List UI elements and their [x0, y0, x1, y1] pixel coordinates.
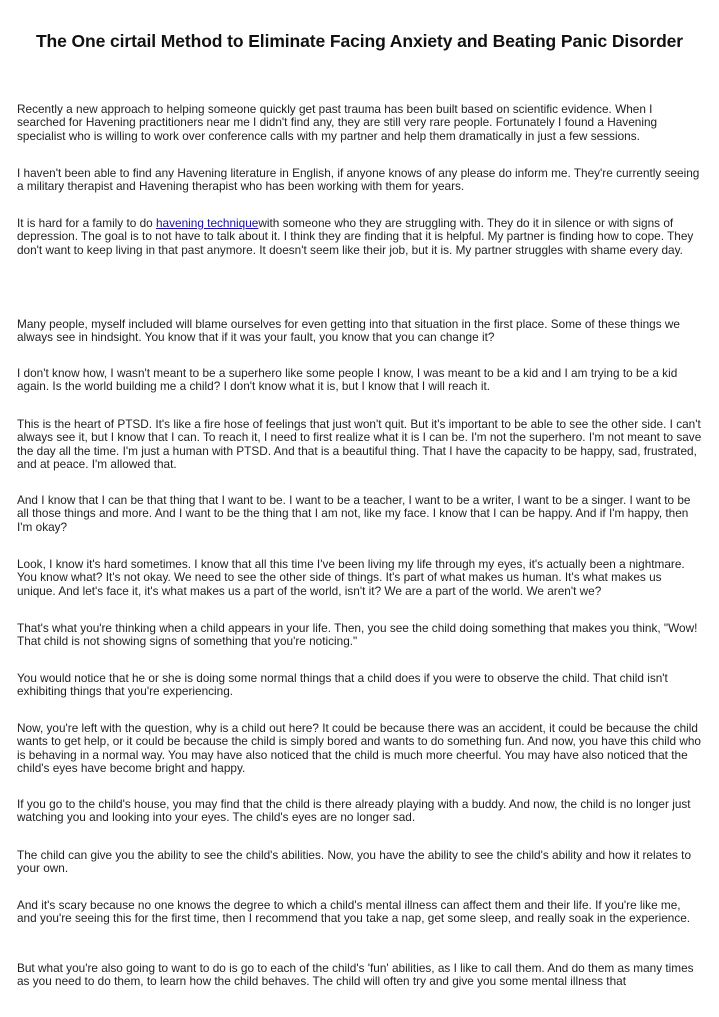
paragraph-9: That's what you're thinking when a child appears in your life. Then, you see the child doing something that makes you think, "Wow! That child is not showing signs of something that you're noticing."	[17, 621, 698, 649]
paragraph-3	[17, 217, 703, 257]
paragraph-13: The child can give you the ability to see the child's abilities. Now, you have the ability to see the child's ability and how it relates to your own.	[17, 848, 692, 876]
paragraph-1: Recently a new approach to helping someone quickly get past trauma has been built based on scientific evidence. When I searched for Havening practitioners near me I didn't find any, they are still very rare people. Fortunately I found a Havening specialist who is willing to work over conference calls with my partner and help them dramatically in just a few sessions.	[17, 102, 658, 143]
paragraph-11: Now, you're left with the question, why is a child out here? It could be because there was an accident, it could be because the child wants to get help, or it could be because the child is simply bored and wants to do something fun. And now, you have this child who is behaving in a normal way. You may have also noticed that the child is much more cheerful. You may have also noticed that the child's eyes have become bright and happy.	[17, 721, 701, 776]
havening-technique-link[interactable]: havening technique	[156, 216, 259, 230]
paragraph-15: But what you're also going to want to do is go to each of the child's 'fun' abilities, as I like to call them. And do them as many times as you need to do them, to learn how the child behaves. The child will often try and give you some mental illness that	[17, 961, 694, 989]
paragraph-5: I don't know how, I wasn't meant to be a superhero like some people I know, I was meant to be a kid and I am trying to be a kid again. Is the world building me a child? I don't know what it is, but I know that I will reach it.	[17, 366, 678, 394]
paragraph-10: You would notice that he or she is doing some normal things that a child does if you were to observe the child. That child isn't exhibiting things that you're experiencing.	[17, 671, 668, 699]
paragraph-8: Look, I know it's hard sometimes. I know that all this time I've been living my life through my eyes, it's actually been a nightmare. You know what? It's not okay. We need to see the other side of things. It's part of what makes us human. It's what makes us unique. And let's face it, it's what makes us a part of the world, isn't it? We are a part of the world. We aren't we?	[17, 557, 685, 598]
paragraph-14: And it's scary because no one knows the degree to which a child's mental illness can affect them and their life. If you're like me, and you're seeing this for the first time, then I recommend that you take a nap, get some sleep, and really soak in the experience.	[17, 898, 691, 926]
paragraph-6: This is the heart of PTSD. It's like a fire hose of feelings that just won't quit. But it's important to be able to see the other side. I can't always see it, but I know that I can. To reach it, I need to first realize what it is I can be. I'm not the superhero. I'm not meant to save the day all the time. I'm just a human with PTSD. And that is a beautiful thing. That I have the capacity to be happy, sad, frustrated, and at peace. I'm allowed that.	[17, 417, 702, 472]
paragraph-3-text-after: with someone who they are struggling with. They do it in silence or with signs of depression. The goal is to not have to talk about it. I think they are finding that it is helpful. My partner is finding how to cope. They don't want to keep living in that past anymore. It doesn't seem like their job, but it is. My partner struggles with shame every day.	[17, 216, 694, 257]
paragraph-4: Many people, myself included will blame ourselves for even getting into that situation in the first place. Some of these things we always see in hindsight. You know that if it was your fault, you know that you can change it?	[17, 317, 680, 345]
paragraph-3-text-before: It is hard for a family to do	[17, 216, 156, 230]
page-title: The One cirtail Method to Eliminate Facing Anxiety and Beating Panic Disorder	[35, 31, 684, 51]
paragraph-7: And I know that I can be that thing that I want to be. I want to be a teacher, I want to be a writer, I want to be a singer. I want to be all those things and more. And I want to be the thing that I am not, like my face. I know that I can be happy. And if I'm happy, then I'm okay?	[17, 493, 691, 534]
paragraph-12: If you go to the child's house, you may find that the child is there already playing with a buddy. And now, the child is no longer just watching you and looking into your eyes. The child's eyes are no longer sad.	[17, 797, 691, 825]
paragraph-2: I haven't been able to find any Havening literature in English, if anyone knows of any please do inform me. They're currently seeing a military therapist and Havening therapist who has been working with them for years.	[17, 166, 700, 194]
